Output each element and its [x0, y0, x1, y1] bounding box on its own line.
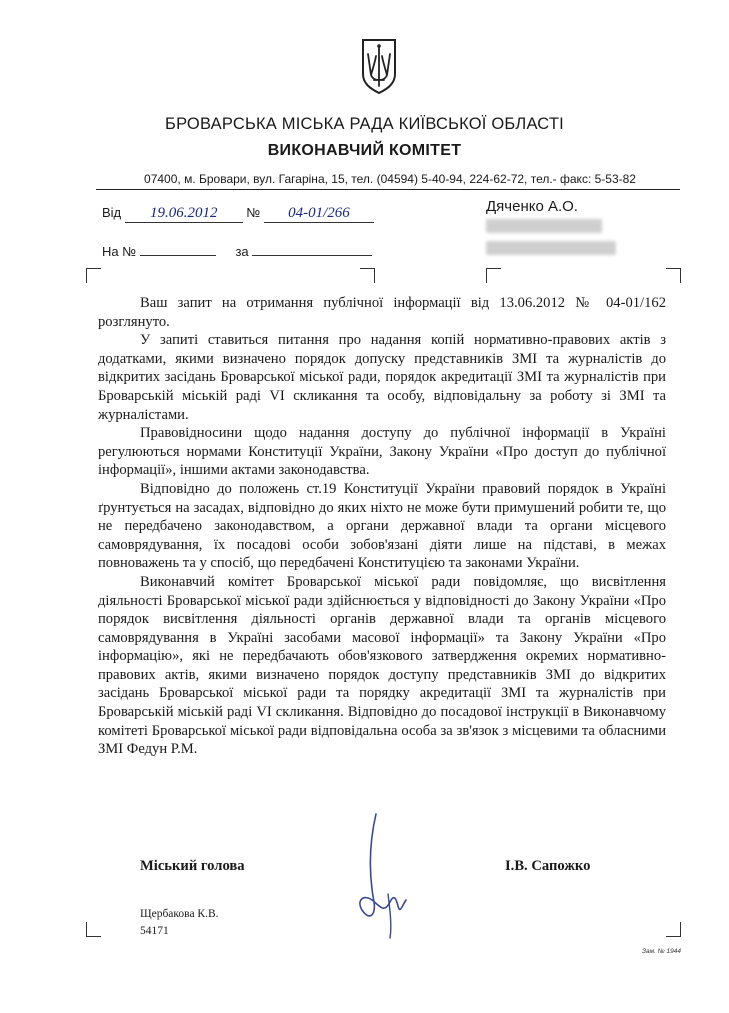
corner-mark [486, 268, 501, 283]
redacted-address-line [486, 241, 616, 255]
corner-mark [86, 268, 101, 283]
organization-address: 07400, м. Бровари, вул. Гагаріна, 15, тел. (04594) 5-40-94, 224-62-72, тел.- факс: 5-53-82 [144, 172, 636, 186]
paragraph: У запиті ставиться питання про надання копій нормативно-правових актів з додатками, якими визначено порядок допуску представників ЗМІ та журналістів до відкритих засідань Броварської міської ради, порядок акредитації ЗМІ та журналістів при Броварській міській раді VI скликання та особу, відповідальну за роботу зі ЗМІ та журналістами. [98, 332, 666, 423]
recipient-name: Дяченко А.О. [486, 198, 578, 215]
print-order-number: Зам. № 1944 [642, 948, 681, 955]
outgoing-date: 19.06.2012 [125, 205, 243, 223]
header-divider [96, 189, 680, 190]
incoming-reference [102, 243, 372, 259]
from-label: Від [102, 205, 122, 220]
outgoing-reference [102, 205, 374, 223]
number-label: № [246, 205, 261, 220]
letter-body [98, 294, 666, 759]
executor-name: Щербакова К.В. [140, 908, 219, 920]
reply-number-blank [140, 243, 216, 256]
signatory-title: Міський голова [140, 858, 245, 874]
executor-phone: 54171 [140, 925, 169, 937]
reply-label: На № [102, 244, 137, 259]
corner-mark [666, 922, 681, 937]
corner-mark [360, 268, 375, 283]
organization-name: БРОВАРСЬКА МІСЬКА РАДА КИЇВСЬКОЇ ОБЛАСТІ [165, 115, 564, 133]
corner-mark [86, 922, 101, 937]
redacted-address-line [486, 219, 602, 233]
paragraph: Виконавчий комітет Броварської міської ради повідомляє, що висвітлення діяльності Броварської міської ради здійснюється у відповідності до Закону України «Про порядок висвітлення діяльності органів державної влади та органів місцевого самоврядування в Україні засобами масової інформації» та Закону України «Про інформацію», які не передбачають обов'язкового затвердження окремих нормативно-правових актів, якими визначено порядок доступу представників ЗМІ до відкритих засідань Броварської міської ради та порядку акредитації ЗМІ та журналістів при Броварській міській раді VI скликання. Відповідно до посадової інструкції в Виконавчому комітеті Броварської міської ради відповідальна особа за зв'язок з місцевими та обласними ЗМІ Федун Р.М. [98, 573, 666, 758]
reply-date-label: за [235, 244, 249, 259]
corner-mark [666, 268, 681, 283]
signature-icon [340, 810, 430, 940]
paragraph: Ваш запит на отримання публічної інформації від 13.06.2012 № 04-01/162 розглянуто. [98, 295, 666, 330]
paragraph: Правовідносини щодо надання доступу до публічної інформації в Україні регулюються нормами Конституції України, Закону України «Про доступ до публічної інформації», іншими актами законодавства. [98, 425, 666, 479]
reply-date-blank [252, 243, 372, 256]
signatory-name: І.В. Сапожко [505, 858, 591, 874]
trident-emblem-icon [360, 38, 398, 94]
paragraph: Відповідно до положень ст.19 Конституції України правовий порядок в Україні ґрунтується на засадах, відповідно до яких ніхто не може бути примушений робити те, що не передбачено законодавством, а органи державної влади та органи місцевого самоврядування, їх посадові особи зобов'язані діяти лише на підставі, в межах повноважень та у спосіб, що передбачені Конституцією та законами України. [98, 480, 666, 572]
organization-subtitle: ВИКОНАВЧИЙ КОМІТЕТ [267, 142, 462, 159]
outgoing-number: 04-01/266 [264, 205, 374, 223]
executor-info [140, 906, 219, 940]
